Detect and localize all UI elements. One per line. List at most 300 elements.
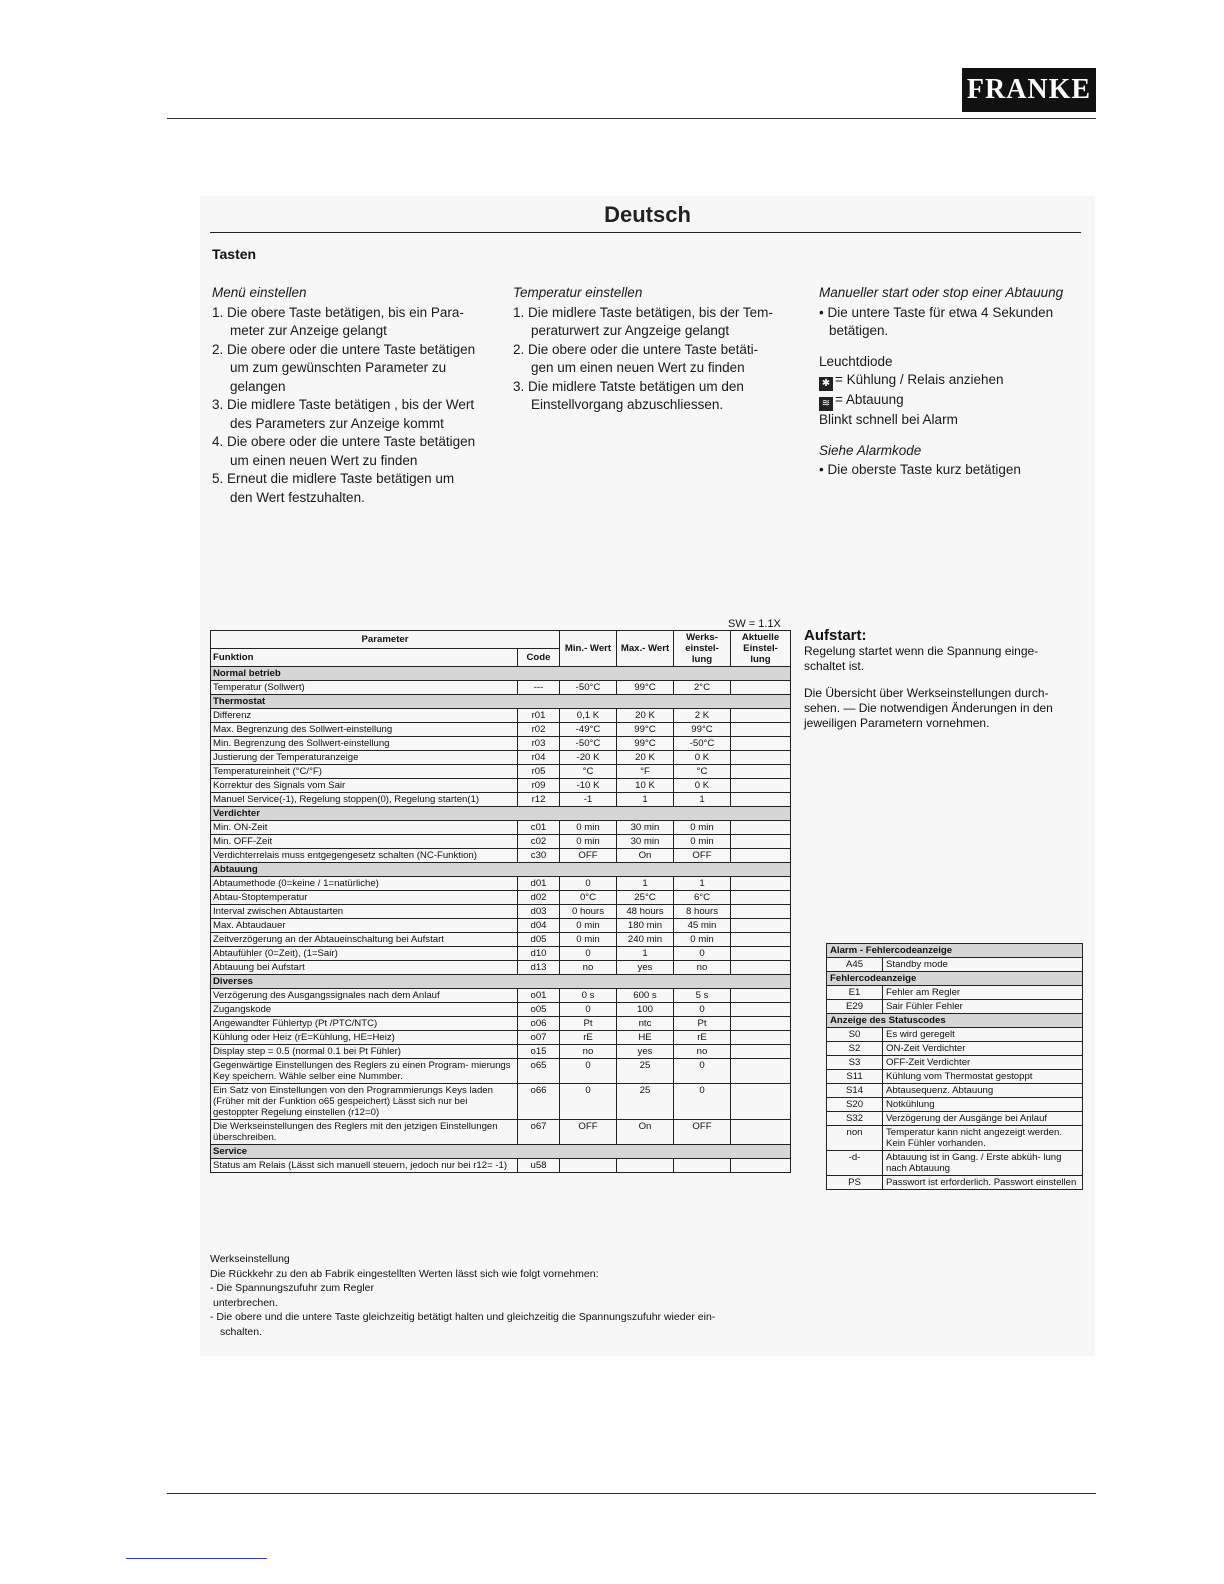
factory-reset-line: - Die obere und die untere Taste gleichzeitig betätigt halten und gleichzeitig die Spannungszufuhr wieder ein- bbox=[210, 1311, 716, 1323]
table-row bbox=[211, 751, 791, 765]
menu-instructions bbox=[212, 284, 502, 507]
software-version: SW = 1.1X bbox=[728, 618, 781, 630]
factory-reset-line: Die Rückkehr zu den ab Fabrik eingestellten Werten lässt sich wie folgt vornehmen: bbox=[210, 1267, 599, 1280]
alarm-code: E29 bbox=[827, 1000, 883, 1014]
min-cell: 0 min bbox=[560, 821, 617, 835]
aktuell-cell bbox=[731, 877, 791, 891]
alarm-description: OFF-Zeit Verdichter bbox=[883, 1056, 1083, 1070]
max-cell: On bbox=[617, 849, 674, 863]
code-cell: r05 bbox=[518, 765, 560, 779]
funktion-cell: Die Werkseinstellungen des Reglers mit den jetzigen Einstellungen überschreiben. bbox=[211, 1120, 518, 1145]
led-heading: Leuchtdiode bbox=[819, 353, 893, 369]
menu-heading: Menü einstellen bbox=[212, 285, 307, 300]
alarm-row bbox=[827, 1070, 1083, 1084]
footer-divider bbox=[167, 1493, 1096, 1494]
section-label: Normal betrieb bbox=[211, 667, 791, 681]
section-label: Thermostat bbox=[211, 695, 791, 709]
table-row bbox=[211, 1031, 791, 1045]
werk-cell: 2°C bbox=[674, 681, 731, 695]
code-cell: r04 bbox=[518, 751, 560, 765]
alarm-row bbox=[827, 1028, 1083, 1042]
werk-cell: 8 hours bbox=[674, 905, 731, 919]
table-row bbox=[211, 947, 791, 961]
alarm-row bbox=[827, 1000, 1083, 1014]
alarm-description: Temperatur kann nicht angezeigt werden. Kein Fühler vorhanden. bbox=[883, 1126, 1083, 1151]
alarm-description: Kühlung vom Thermostat gestoppt bbox=[883, 1070, 1083, 1084]
alarm-code: S3 bbox=[827, 1056, 883, 1070]
table-section-row bbox=[211, 863, 791, 877]
factory-reset-notes bbox=[210, 1252, 810, 1339]
max-cell: On bbox=[617, 1120, 674, 1145]
led-cooling-label: = Kühlung / Relais anziehen bbox=[835, 372, 1004, 387]
funktion-cell: Min. Begrenzung des Sollwert-einstellung bbox=[211, 737, 518, 751]
section-title: Tasten bbox=[212, 246, 257, 262]
min-cell: 0 s bbox=[560, 989, 617, 1003]
aktuell-cell bbox=[731, 947, 791, 961]
werk-cell: OFF bbox=[674, 849, 731, 863]
aktuell-cell bbox=[731, 751, 791, 765]
funktion-cell: Verzögerung des Ausgangssignales nach dem Anlauf bbox=[211, 989, 518, 1003]
factory-reset-line: - Die Spannungszufuhr zum Regler bbox=[210, 1282, 375, 1294]
max-cell: 1 bbox=[617, 947, 674, 961]
werk-cell: 0 K bbox=[674, 779, 731, 793]
min-cell bbox=[560, 1159, 617, 1173]
max-cell: 240 min bbox=[617, 933, 674, 947]
max-cell: 600 s bbox=[617, 989, 674, 1003]
min-cell: 0 bbox=[560, 1059, 617, 1084]
code-cell: r09 bbox=[518, 779, 560, 793]
alarm-code: -d- bbox=[827, 1151, 883, 1176]
code-cell: o06 bbox=[518, 1017, 560, 1031]
alarm-row bbox=[827, 1042, 1083, 1056]
min-cell: rE bbox=[560, 1031, 617, 1045]
factory-reset-line: unterbrechen. bbox=[213, 1296, 278, 1309]
aktuell-cell bbox=[731, 835, 791, 849]
alarm-row bbox=[827, 1112, 1083, 1126]
min-cell: 0 min bbox=[560, 835, 617, 849]
alarm-description: Sair Fühler Fehler bbox=[883, 1000, 1083, 1014]
aktuell-cell bbox=[731, 961, 791, 975]
min-cell: 0 min bbox=[560, 933, 617, 947]
aktuell-cell bbox=[731, 723, 791, 737]
table-row bbox=[211, 1084, 791, 1120]
aufstart-text-2: Die Übersicht über Werkseinstellungen durch- sehen. — Die notwendigen Änderungen in den jeweiligen Parametern vornehmen. bbox=[804, 686, 1053, 730]
aktuell-cell bbox=[731, 989, 791, 1003]
code-cell: --- bbox=[518, 681, 560, 695]
temperature-line: 1. Die midlere Taste betätigen, bis der Tem- bbox=[513, 304, 773, 320]
werk-cell: °C bbox=[674, 765, 731, 779]
max-cell: 20 K bbox=[617, 751, 674, 765]
min-cell: -1 bbox=[560, 793, 617, 807]
werk-cell: 0 bbox=[674, 1003, 731, 1017]
max-cell: 25°C bbox=[617, 891, 674, 905]
max-cell: 99°C bbox=[617, 737, 674, 751]
funktion-cell: Temperatureinheit (°C/°F) bbox=[211, 765, 518, 779]
temperature-heading: Temperatur einstellen bbox=[513, 285, 643, 300]
led-alarm-text: Blinkt schnell bei Alarm bbox=[819, 412, 958, 427]
alarm-description: Notkühlung bbox=[883, 1098, 1083, 1112]
alarm-row bbox=[827, 1126, 1083, 1151]
table-row bbox=[211, 821, 791, 835]
temperature-line: gen um einen neuen Wert zu finden bbox=[531, 360, 745, 375]
code-cell: d05 bbox=[518, 933, 560, 947]
alarm-section-label: Alarm - Fehlercodeanzeige bbox=[827, 944, 1083, 958]
funktion-cell: Min. OFF-Zeit bbox=[211, 835, 518, 849]
alarm-description: Fehler am Regler bbox=[883, 986, 1083, 1000]
alarm-code: E1 bbox=[827, 986, 883, 1000]
min-cell: -10 K bbox=[560, 779, 617, 793]
aktuell-cell bbox=[731, 849, 791, 863]
werk-cell: 0 bbox=[674, 947, 731, 961]
alarm-description: Passwort ist erforderlich. Passwort einstellen bbox=[883, 1176, 1083, 1190]
code-cell: u58 bbox=[518, 1159, 560, 1173]
aktuell-cell bbox=[731, 1159, 791, 1173]
menu-line: 5. Erneut die midlere Taste betätigen um bbox=[212, 471, 455, 486]
aufstart-text-1: Regelung startet wenn die Spannung einge- schaltet ist. bbox=[804, 644, 1039, 673]
werk-cell: 5 s bbox=[674, 989, 731, 1003]
table-row bbox=[211, 1003, 791, 1017]
aktuell-cell bbox=[731, 1031, 791, 1045]
min-cell: 0 bbox=[560, 877, 617, 891]
min-cell: no bbox=[560, 961, 617, 975]
min-cell: 0 hours bbox=[560, 905, 617, 919]
menu-line: 3. Die midlere Taste betätigen , bis der Wert bbox=[212, 397, 475, 412]
werk-cell: 0 min bbox=[674, 933, 731, 947]
defrost-icon: ≋ bbox=[819, 397, 833, 411]
aktuell-cell bbox=[731, 933, 791, 947]
aktuell-cell bbox=[731, 891, 791, 905]
footer-link-underline bbox=[126, 1558, 267, 1559]
table-row bbox=[211, 779, 791, 793]
funktion-cell: Temperatur (Sollwert) bbox=[211, 681, 518, 695]
table-row bbox=[211, 737, 791, 751]
alarm-code-heading: Siehe Alarmkode bbox=[819, 442, 922, 458]
page-title: Deutsch bbox=[604, 202, 691, 227]
alarm-code: S32 bbox=[827, 1112, 883, 1126]
snowflake-icon: ✱ bbox=[819, 377, 833, 391]
min-cell: °C bbox=[560, 765, 617, 779]
header-code: Code bbox=[518, 649, 560, 667]
alarm-code: non bbox=[827, 1126, 883, 1151]
led-defrost-label: = Abtauung bbox=[835, 392, 904, 407]
defrost-heading: Manueller start oder stop einer Abtauung bbox=[819, 285, 1064, 300]
code-cell: d13 bbox=[518, 961, 560, 975]
funktion-cell: Manuel Service(-1), Regelung stoppen(0), Regelung starten(1) bbox=[211, 793, 518, 807]
werk-cell: 6°C bbox=[674, 891, 731, 905]
header-aktuell: Aktuelle Einstel- lung bbox=[731, 631, 791, 667]
title-divider bbox=[210, 232, 1081, 233]
code-cell: c01 bbox=[518, 821, 560, 835]
funktion-cell: Zeitverzögerung an der Abtaueinschaltung bei Aufstart bbox=[211, 933, 518, 947]
code-cell: o15 bbox=[518, 1045, 560, 1059]
werk-cell: 99°C bbox=[674, 723, 731, 737]
defrost-instructions bbox=[819, 284, 1089, 480]
werk-cell: Pt bbox=[674, 1017, 731, 1031]
temperature-line: Einstellvorgang abzuschliessen. bbox=[531, 397, 724, 412]
section-label: Abtauung bbox=[211, 863, 791, 877]
factory-reset-title: Werkseinstellung bbox=[210, 1253, 290, 1265]
alarm-description: Es wird geregelt bbox=[883, 1028, 1083, 1042]
led-defrost-row bbox=[819, 391, 1089, 411]
table-row bbox=[211, 891, 791, 905]
table-row bbox=[211, 793, 791, 807]
header-parameter: Parameter bbox=[211, 631, 560, 649]
alarm-code: S14 bbox=[827, 1084, 883, 1098]
funktion-cell: Abtaumethode (0=keine / 1=natürliche) bbox=[211, 877, 518, 891]
min-cell: -50°C bbox=[560, 737, 617, 751]
funktion-cell: Max. Abtaudauer bbox=[211, 919, 518, 933]
alarm-description: ON-Zeit Verdichter bbox=[883, 1042, 1083, 1056]
alarm-row bbox=[827, 986, 1083, 1000]
table-row bbox=[211, 919, 791, 933]
werk-cell: 1 bbox=[674, 877, 731, 891]
max-cell: 30 min bbox=[617, 821, 674, 835]
aktuell-cell bbox=[731, 681, 791, 695]
alarm-section-row bbox=[827, 1014, 1083, 1028]
table-row bbox=[211, 765, 791, 779]
header-funktion: Funktion bbox=[211, 649, 518, 667]
alarm-row bbox=[827, 1176, 1083, 1190]
min-cell: 0 min bbox=[560, 919, 617, 933]
code-cell: c30 bbox=[518, 849, 560, 863]
table-row bbox=[211, 709, 791, 723]
min-cell: -50°C bbox=[560, 681, 617, 695]
code-cell: d01 bbox=[518, 877, 560, 891]
werk-cell: no bbox=[674, 1045, 731, 1059]
table-row bbox=[211, 1017, 791, 1031]
funktion-cell: Abtauung bei Aufstart bbox=[211, 961, 518, 975]
max-cell: 100 bbox=[617, 1003, 674, 1017]
section-label: Diverses bbox=[211, 975, 791, 989]
table-row bbox=[211, 1059, 791, 1084]
menu-line: 1. Die obere Taste betätigen, bis ein Para- bbox=[212, 304, 464, 320]
max-cell: 48 hours bbox=[617, 905, 674, 919]
menu-line: den Wert festzuhalten. bbox=[230, 489, 365, 505]
funktion-cell: Verdichterrelais muss entgegengesetz schalten (NC-Funktion) bbox=[211, 849, 518, 863]
header-divider bbox=[167, 118, 1096, 119]
funktion-cell: Display step = 0.5 (normal 0.1 bei Pt Fühler) bbox=[211, 1045, 518, 1059]
menu-line: um einen neuen Wert zu finden bbox=[230, 452, 418, 468]
funktion-cell: Min. ON-Zeit bbox=[211, 821, 518, 835]
alarm-code-line: • Die oberste Taste kurz betätigen bbox=[819, 462, 1021, 477]
aktuell-cell bbox=[731, 1084, 791, 1120]
table-row bbox=[211, 961, 791, 975]
min-cell: 0 bbox=[560, 1003, 617, 1017]
alarm-code: S2 bbox=[827, 1042, 883, 1056]
menu-line: des Parameters zur Anzeige kommt bbox=[230, 415, 444, 431]
werk-cell: 45 min bbox=[674, 919, 731, 933]
max-cell: 25 bbox=[617, 1059, 674, 1084]
max-cell: 99°C bbox=[617, 723, 674, 737]
alarm-section-row bbox=[827, 944, 1083, 958]
header-werk: Werks- einstel- lung bbox=[674, 631, 731, 667]
alarm-code: S20 bbox=[827, 1098, 883, 1112]
code-cell: r02 bbox=[518, 723, 560, 737]
werk-cell: 0 bbox=[674, 1059, 731, 1084]
min-cell: 0°C bbox=[560, 891, 617, 905]
funktion-cell: Max. Begrenzung des Sollwert-einstellung bbox=[211, 723, 518, 737]
temperature-line: 2. Die obere oder die untere Taste betäti- bbox=[513, 341, 759, 357]
werk-cell: -50°C bbox=[674, 737, 731, 751]
min-cell: 0 bbox=[560, 947, 617, 961]
aktuell-cell bbox=[731, 1045, 791, 1059]
alarm-row bbox=[827, 1056, 1083, 1070]
menu-line: 2. Die obere oder die untere Taste betätigen bbox=[212, 341, 476, 357]
werk-cell: rE bbox=[674, 1031, 731, 1045]
code-cell: r03 bbox=[518, 737, 560, 751]
aktuell-cell bbox=[731, 709, 791, 723]
werk-cell: 0 min bbox=[674, 821, 731, 835]
funktion-cell: Korrektur des Signals vom Sair bbox=[211, 779, 518, 793]
werk-cell: no bbox=[674, 961, 731, 975]
temperature-line: peraturwert zur Angzeige gelangt bbox=[531, 323, 730, 338]
code-cell: o05 bbox=[518, 1003, 560, 1017]
alarm-section-label: Anzeige des Statuscodes bbox=[827, 1014, 1083, 1028]
werk-cell: 0 min bbox=[674, 835, 731, 849]
section-label: Verdichter bbox=[211, 807, 791, 821]
aktuell-cell bbox=[731, 919, 791, 933]
aktuell-cell bbox=[731, 1059, 791, 1084]
max-cell: yes bbox=[617, 961, 674, 975]
max-cell: 1 bbox=[617, 877, 674, 891]
alarm-row bbox=[827, 1151, 1083, 1176]
max-cell: 180 min bbox=[617, 919, 674, 933]
funktion-cell: Kühlung oder Heiz (rE=Kühlung, HE=Heiz) bbox=[211, 1031, 518, 1045]
aktuell-cell bbox=[731, 1120, 791, 1145]
aufstart-title: Aufstart: bbox=[804, 627, 867, 644]
funktion-cell: Ein Satz von Einstellungen von den Programmierungs Keys laden (Früher mit der Funktion o65 gespeichert) Lässt sich nur bei gestoppter Regelung einstellen (r12=0) bbox=[211, 1084, 518, 1120]
funktion-cell: Interval zwischen Abtaustarten bbox=[211, 905, 518, 919]
aktuell-cell bbox=[731, 779, 791, 793]
table-row bbox=[211, 1120, 791, 1145]
funktion-cell: Zugangskode bbox=[211, 1003, 518, 1017]
franke-logo: FRANKE bbox=[962, 68, 1096, 112]
min-cell: 0 bbox=[560, 1084, 617, 1120]
defrost-line: betätigen. bbox=[829, 323, 889, 338]
code-cell: o66 bbox=[518, 1084, 560, 1120]
table-row bbox=[211, 877, 791, 891]
max-cell: yes bbox=[617, 1045, 674, 1059]
max-cell: 10 K bbox=[617, 779, 674, 793]
alarm-description: Verzögerung der Ausgänge bei Anlauf bbox=[883, 1112, 1083, 1126]
led-cooling-row bbox=[819, 371, 1089, 391]
code-cell: d02 bbox=[518, 891, 560, 905]
header-min: Min.- Wert bbox=[560, 631, 617, 667]
max-cell: 1 bbox=[617, 793, 674, 807]
aktuell-cell bbox=[731, 765, 791, 779]
section-label: Service bbox=[211, 1145, 791, 1159]
aufstart-section bbox=[804, 628, 1079, 731]
table-row bbox=[211, 835, 791, 849]
parameter-table bbox=[210, 630, 791, 1173]
alarm-row bbox=[827, 1098, 1083, 1112]
min-cell: OFF bbox=[560, 1120, 617, 1145]
alarm-code: A45 bbox=[827, 958, 883, 972]
aktuell-cell bbox=[731, 1017, 791, 1031]
table-row bbox=[211, 933, 791, 947]
min-cell: Pt bbox=[560, 1017, 617, 1031]
werk-cell bbox=[674, 1159, 731, 1173]
alarm-row bbox=[827, 1084, 1083, 1098]
werk-cell: 2 K bbox=[674, 709, 731, 723]
alarm-code: S11 bbox=[827, 1070, 883, 1084]
funktion-cell: Differenz bbox=[211, 709, 518, 723]
code-cell: c02 bbox=[518, 835, 560, 849]
werk-cell: OFF bbox=[674, 1120, 731, 1145]
code-cell: d03 bbox=[518, 905, 560, 919]
max-cell: 25 bbox=[617, 1084, 674, 1120]
max-cell: 99°C bbox=[617, 681, 674, 695]
defrost-line: • Die untere Taste für etwa 4 Sekunden bbox=[819, 304, 1054, 320]
table-row bbox=[211, 723, 791, 737]
table-section-row bbox=[211, 975, 791, 989]
alarm-row bbox=[827, 958, 1083, 972]
table-row bbox=[211, 1159, 791, 1173]
max-cell: °F bbox=[617, 765, 674, 779]
code-cell: o65 bbox=[518, 1059, 560, 1084]
min-cell: OFF bbox=[560, 849, 617, 863]
min-cell: -49°C bbox=[560, 723, 617, 737]
min-cell: -20 K bbox=[560, 751, 617, 765]
max-cell: 30 min bbox=[617, 835, 674, 849]
code-cell: o01 bbox=[518, 989, 560, 1003]
code-cell: o07 bbox=[518, 1031, 560, 1045]
alarm-description: Abtauung ist in Gang. / Erste abküh- lung nach Abtauung bbox=[883, 1151, 1083, 1176]
alarm-description: Abtausequenz. Abtauung bbox=[883, 1084, 1083, 1098]
werk-cell: 0 K bbox=[674, 751, 731, 765]
alarm-code: S0 bbox=[827, 1028, 883, 1042]
code-cell: r12 bbox=[518, 793, 560, 807]
max-cell: 20 K bbox=[617, 709, 674, 723]
menu-line: um zum gewünschten Parameter zu bbox=[230, 360, 447, 375]
funktion-cell: Justierung der Temperaturanzeige bbox=[211, 751, 518, 765]
menu-line: meter zur Anzeige gelangt bbox=[230, 323, 387, 338]
funktion-cell: Gegenwärtige Einstellungen des Reglers zu einen Program- mierungs Key speichern. Wähle selber eine Nummber. bbox=[211, 1059, 518, 1084]
funktion-cell: Abtau-Stoptemperatur bbox=[211, 891, 518, 905]
funktion-cell: Abtaufühler (0=Zeit), (1=Sair) bbox=[211, 947, 518, 961]
header-max: Max.- Wert bbox=[617, 631, 674, 667]
code-cell: o67 bbox=[518, 1120, 560, 1145]
table-section-row bbox=[211, 807, 791, 821]
alarm-section-row bbox=[827, 972, 1083, 986]
aktuell-cell bbox=[731, 737, 791, 751]
table-section-row bbox=[211, 695, 791, 709]
menu-line: gelangen bbox=[230, 378, 286, 394]
min-cell: 0,1 K bbox=[560, 709, 617, 723]
menu-line: 4. Die obere oder die untere Taste betätigen bbox=[212, 434, 476, 449]
min-cell: no bbox=[560, 1045, 617, 1059]
alarm-table bbox=[826, 943, 1083, 1190]
alarm-description: Standby mode bbox=[883, 958, 1083, 972]
funktion-cell: Status am Relais (Lässt sich manuell steuern, jedoch nur bei r12= -1) bbox=[211, 1159, 518, 1173]
alarm-code: PS bbox=[827, 1176, 883, 1190]
max-cell bbox=[617, 1159, 674, 1173]
temperature-line: 3. Die midlere Tatste betätigen um den bbox=[513, 378, 744, 394]
aktuell-cell bbox=[731, 821, 791, 835]
werk-cell: 1 bbox=[674, 793, 731, 807]
aktuell-cell bbox=[731, 905, 791, 919]
code-cell: r01 bbox=[518, 709, 560, 723]
table-row bbox=[211, 989, 791, 1003]
aktuell-cell bbox=[731, 793, 791, 807]
werk-cell: 0 bbox=[674, 1084, 731, 1120]
code-cell: d10 bbox=[518, 947, 560, 961]
table-row bbox=[211, 849, 791, 863]
table-section-row bbox=[211, 667, 791, 681]
code-cell: d04 bbox=[518, 919, 560, 933]
table-row bbox=[211, 1045, 791, 1059]
temperature-instructions bbox=[513, 284, 803, 415]
